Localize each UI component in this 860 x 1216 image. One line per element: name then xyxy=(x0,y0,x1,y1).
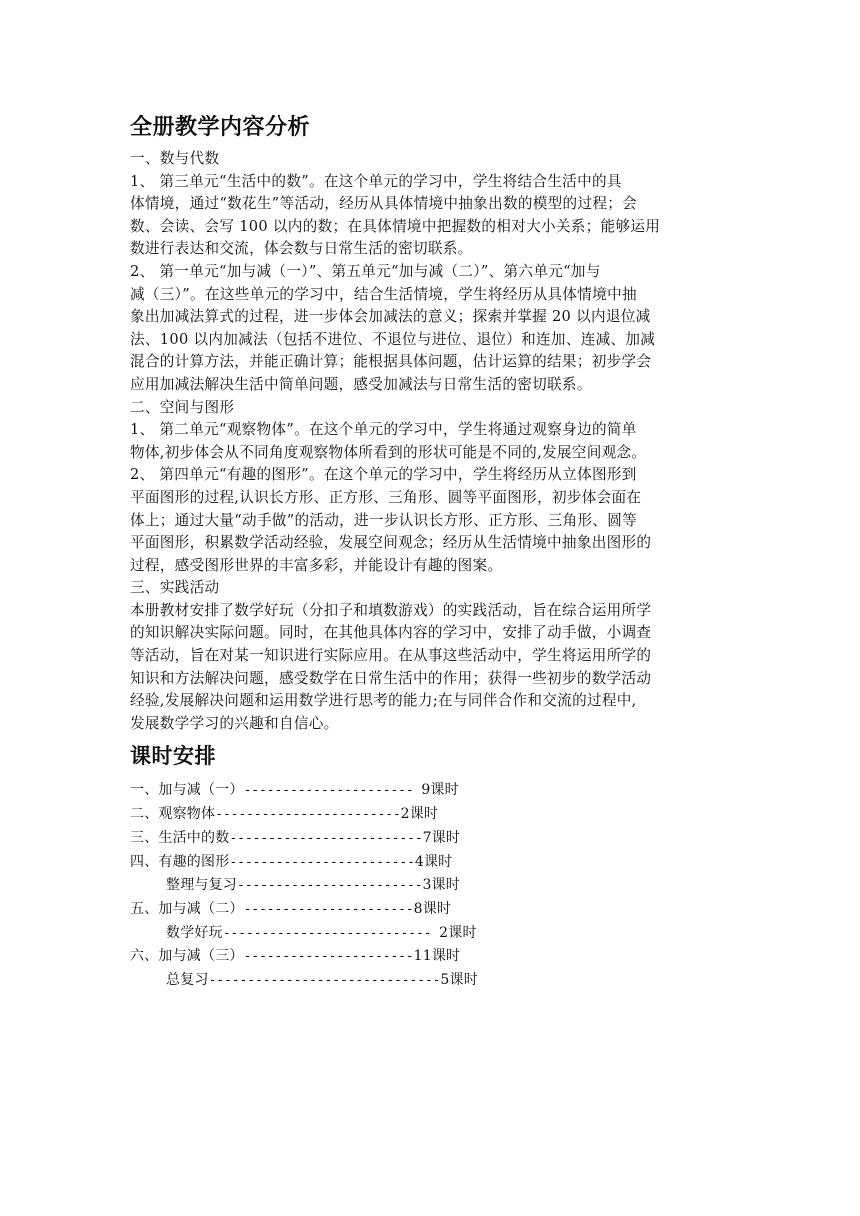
text-line: 1、 第二单元“观察物体”。在这个单元的学习中，学生将通过观察身边的简单 xyxy=(130,421,637,439)
text-line: 应用加减法解决生活中简单问题，感受加减法与日常生活的密切联系。 xyxy=(130,375,592,393)
text-line: 平面图形的过程,认识长方形、正方形、三角形、圆等平面图形，初步体会面在 xyxy=(130,488,642,506)
section-heading-practice: 三、实践活动 xyxy=(130,579,220,597)
schedule-item xyxy=(130,898,730,922)
schedule-item-label: 二、观察物体 xyxy=(130,806,216,823)
schedule-item-label: 六、加与减（三） xyxy=(130,948,244,965)
schedule-item-hours: 7课时 xyxy=(422,829,461,846)
schedule-item-leader: ------------------------------ xyxy=(208,973,441,989)
schedule-item-label: 五、加与减（二） xyxy=(130,900,244,917)
schedule-item-label: 整理与复习 xyxy=(166,877,237,894)
schedule-item-label: 三、生活中的数 xyxy=(130,829,230,846)
schedule-item-label: 一、加与减（一） xyxy=(130,782,244,799)
text-line: 本册教材安排了数学好玩（分扣子和填数游戏）的实践活动，旨在综合运用所学 xyxy=(130,601,652,619)
schedule-item-leader: ------------------------- xyxy=(229,830,423,846)
text-line: 2、 第四单元“有趣的图形”。在这个单元的学习中，学生将经历从立体图形到 xyxy=(130,466,637,484)
schedule-title: 课时安排 xyxy=(130,743,216,769)
schedule-item xyxy=(130,922,730,946)
section-heading-algebra: 一、数与代数 xyxy=(130,150,220,167)
text-line: 经验,发展解决问题和运用数学进行思考的能力;在与同伴合作和交流的过程中, xyxy=(130,692,637,710)
schedule-item xyxy=(130,851,730,875)
paragraph-addition-subtraction xyxy=(130,261,730,397)
text-line: 1、 第三单元“生活中的数”。在这个单元的学习中，学生将结合生活中的具 xyxy=(130,172,622,190)
schedule-item-label: 总复习 xyxy=(166,972,209,989)
text-line: 减（三）”。在这些单元的学习中，结合生活情境，学生将经历从具体情境中抽 xyxy=(130,285,637,303)
text-line: 等活动，旨在对某一知识进行实际应用。在从事这些活动中，学生将运用所学的 xyxy=(130,647,652,665)
schedule-item-leader: ------------------------ xyxy=(215,807,401,823)
text-line: 象出加减法算式的过程，进一步体会加减法的意义；探索并掌握 20 以内退位减 xyxy=(130,308,651,326)
paragraph-shapes xyxy=(130,464,730,577)
schedule-item-hours: 2课时 xyxy=(400,806,439,823)
text-line: 发展数学学习的兴趣和自信心。 xyxy=(130,714,339,732)
schedule-item-leader: ---------------------- xyxy=(243,783,422,799)
schedule-item-hours: 3课时 xyxy=(422,877,460,894)
schedule-item-hours: 4课时 xyxy=(414,853,453,870)
schedule-item-leader: ------------------------ xyxy=(229,854,415,870)
schedule-item xyxy=(130,803,730,827)
text-line: 2、 第一单元“加与减（一）”、第五单元“加与减（二）”、第六单元“加与 xyxy=(130,262,601,280)
text-line: 平面图形，积累数学活动经验，发展空间观念；经历从生活情境中抽象出图形的 xyxy=(130,534,652,552)
schedule-item-hours: 9课时 xyxy=(421,782,459,799)
schedule-item xyxy=(130,827,730,851)
paragraph-observe-objects xyxy=(130,419,730,464)
paragraph-numbers xyxy=(130,171,730,261)
schedule-item-leader: ---------------------- xyxy=(243,949,414,965)
section-heading-geometry: 二、空间与图形 xyxy=(130,398,235,416)
text-line: 体情境，通过“数花生”等活动，经历从具体情境中抽象出数的模型的过程；会 xyxy=(130,195,638,213)
schedule-item-label: 四、有趣的图形 xyxy=(130,853,230,870)
schedule-item-hours: 8课时 xyxy=(413,900,452,917)
schedule-item-hours: 11课时 xyxy=(413,948,461,965)
page-title: 全册教学内容分析 xyxy=(130,114,311,140)
schedule-item xyxy=(130,945,730,969)
schedule-item xyxy=(130,874,730,898)
schedule-item-hours: 5课时 xyxy=(440,972,478,989)
text-line: 过程，感受图形世界的丰富多彩，并能设计有趣的图案。 xyxy=(130,556,503,574)
paragraph-practice xyxy=(130,600,730,736)
text-line: 体上；通过大量“动手做”的活动，进一步认识长方形、正方形、三角形、圆等 xyxy=(130,511,638,529)
text-line: 知识和方法解决问题，感受数学在日常生活中的作用；获得一些初步的数学活动 xyxy=(130,669,652,687)
schedule-item-label: 数学好玩 xyxy=(166,924,223,941)
document-page xyxy=(130,112,730,993)
text-line: 物体,初步体会从不同角度观察物体所看到的形状可能是不同的,发展空间观念。 xyxy=(130,443,647,461)
text-line: 数、会读、会写 100 以内的数；在具体情境中把握数的相对大小关系；能够运用 xyxy=(130,217,661,235)
schedule-item-leader: ---------------------- xyxy=(243,901,414,917)
schedule-item xyxy=(130,779,730,803)
schedule-item-leader: ------------------------ xyxy=(237,878,423,894)
text-line: 的知识解决实际问题。同时，在其他具体内容的学习中，安排了动手做，小调查 xyxy=(130,624,652,642)
schedule-item-hours: 2课时 xyxy=(439,924,477,941)
schedule-list xyxy=(130,779,730,992)
text-line: 数进行表达和交流，体会数与日常生活的密切联系。 xyxy=(130,240,473,258)
schedule-item xyxy=(130,969,730,993)
schedule-item-leader: --------------------------- xyxy=(222,925,440,941)
text-line: 法、100 以内加减法（包括不进位、不退位与进位、退位）和连加、连减、加减 xyxy=(130,330,656,348)
text-line: 混合的计算方法，并能正确计算；能根据具体问题，估计运算的结果；初步学会 xyxy=(130,353,652,371)
